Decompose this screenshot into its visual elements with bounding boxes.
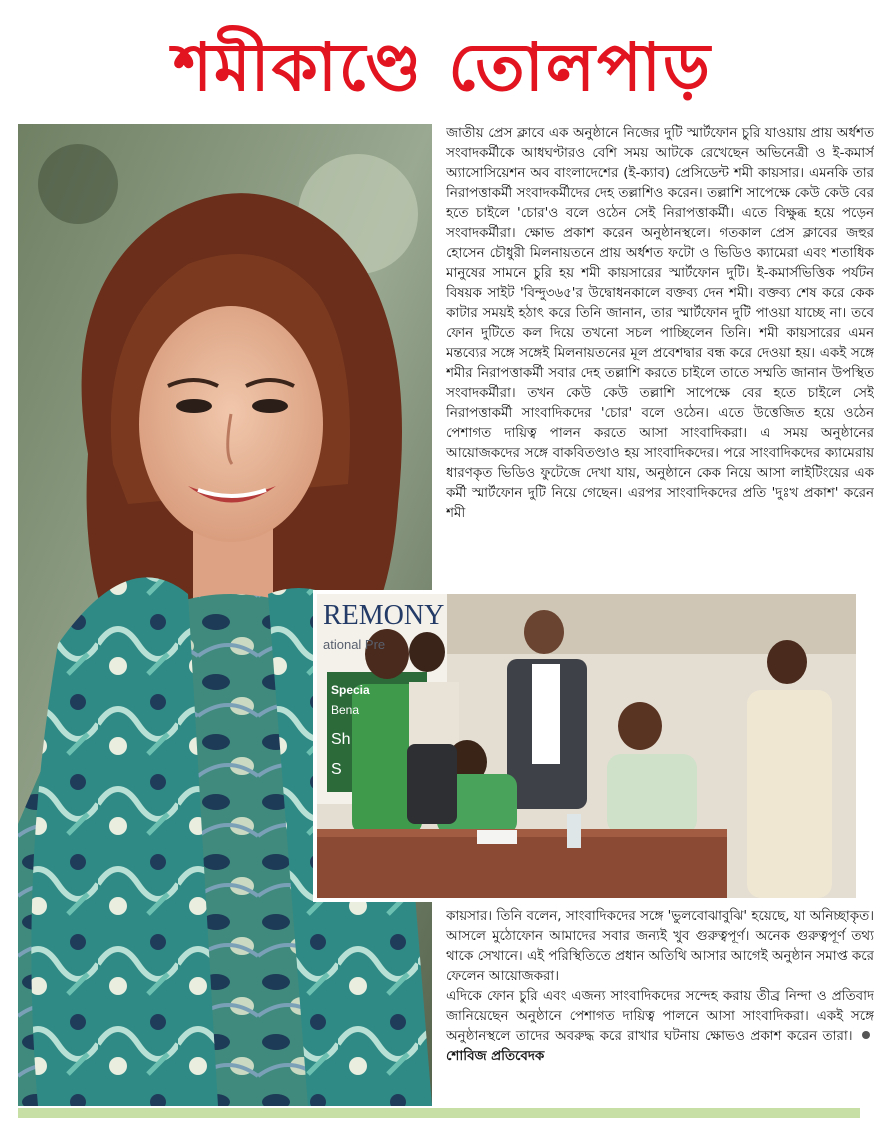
- event-photo: [313, 590, 860, 902]
- headline: শমীকাণ্ডে তোলপাড়: [172, 29, 713, 106]
- article-paragraph: জাতীয় প্রেস ক্লাবে এক অনুষ্ঠানে নিজের দুটি স্মার্টফোন চুরি যাওয়ায় প্রায় অর্ধশত সংবাদকর্মীকে আধঘণ্টারও বেশি সময় আটকে রেখেছেন অভিনেত্রী ও ই-কমার্স অ্যাসোসিয়েশন অব বাংলাদেশের (ই-ক্যাব) প্রেসিডেন্ট শমী কায়সার। এমনকি তার নিরাপত্তাকর্মী সংবাদকর্মীদের দেহ তল্লাশিও করেন। তল্লাশি সাপেক্ষে কেউ কেউ বের হতে চাইলে 'চোর'ও বলে ওঠেন সেই নিরাপত্তাকর্মী। এতে বিক্ষুব্ধ হয়ে পড়েন সংবাদকর্মীরা। ক্ষোভ প্রকাশ করেন অনুষ্ঠানস্থলে। গতকাল প্রেস ক্লাবের জহুর হোসেন চৌধুরী মিলনায়তনে প্রায় অর্ধশত ফটো ও ভিডিও ক্যামেরা এবং শতাধিক মানুষের সামনে চুরি হয় শমী কায়সারের স্মার্টফোন দুটি। ই-কমার্সভিত্তিক পর্যটন বিষয়ক সাইট 'বিন্দু৩৬৫'র উদ্বোধনকালে বক্তব্য দেন শমী। বক্তব্য শেষ করে কেক কাটার সময়ই হঠাৎ করে তিনি জানান, তার স্মার্টফোন দুটি পাওয়া যাচ্ছে না। তবে ফোন দুটিতে কল দিয়ে তখনো সচল পাচ্ছিলেন তিনি। শমী কায়সারের এমন মন্তব্যের সঙ্গে সঙ্গেই মিলনায়তনের মূল প্রবেশদ্বার বন্ধ করে দেওয়া হয়। একই সঙ্গে শমীর নিরাপত্তাকর্মী সবার দেহ তল্লাশি করতে চাইলে তাতে সম্মতি জানান উপস্থিত সংবাদকর্মীরা। তখন কেউ কেউ তল্লাশি সাপেক্ষে বের হতে চাইলে সেই নিরাপত্তাকর্মী সাংবাদিকদের 'চোর' বলে ওঠেন। এতে উত্তেজিত হয়ে ওঠেন পেশাগত দায়িত্ব পালন করতে আসা সাংবাদিকরা। এ সময় অনুষ্ঠানের আয়োজকদের সঙ্গে বাকবিতণ্ডাও হয় সাংবাদিকদের। পরে সাংবাদিকদের ক্যামেরায় ধারণকৃত ভিডিও ফুটেজে দেখা যায়, অনুষ্ঠানে কেক নিয়ে আসা লাইটিংয়ের এক কর্মী স্মার্টফোন দুটি নিয়ে গেছেন। এরপর সাংবাদিকদের প্রতি 'দুঃখ প্রকাশ' করেন শমী: [446, 126, 874, 521]
- article-body-top: [446, 124, 874, 586]
- article-paragraph: এদিকে ফোন চুরি এবং এজন্য সাংবাদিকদের সন্দেহ করায় তীব্র নিন্দা ও প্রতিবাদ জানিয়েছেন অনুষ্ঠানে পেশাগত দায়িত্ব পালনে আসা সাংবাদিকরা। একই সঙ্গে অনুষ্ঠানস্থলে তাদের অবরুদ্ধ করে রাখার ঘটনায় ক্ষোভও প্রকাশ করেন তারা। শোবিজ প্রতিবেদক: [446, 989, 874, 1064]
- footer-bar: [18, 1108, 860, 1118]
- banner-text: ational Pre: [323, 637, 386, 652]
- banner-text: S: [331, 761, 342, 778]
- article-paragraph: কায়সার। তিনি বলেন, সাংবাদিকদের সঙ্গে 'ভুলবোঝাবুঝি' হয়েছে, যা অনিচ্ছাকৃত। আসলে মুঠোফোন আমাদের সবার জন্যই খুব গুরুত্বপূর্ণ। অনেক গুরুত্বপূর্ণ তথ্য থাকে সেখানে। এই পরিস্থিতিতে প্রধান অতিথি আসার আগেই অনুষ্ঠান সমাপ্ত করে ফেলেন আয়োজকরা।: [446, 909, 874, 984]
- article-body-bottom: [446, 907, 874, 1103]
- banner-text: Specia: [331, 683, 370, 697]
- banner-text: Sh: [331, 731, 351, 748]
- byline: শোবিজ প্রতিবেদক: [446, 1049, 545, 1064]
- banner-text: REMONY: [323, 600, 445, 631]
- banner-text: Bena: [331, 703, 360, 717]
- byline-bullet: [862, 1031, 870, 1039]
